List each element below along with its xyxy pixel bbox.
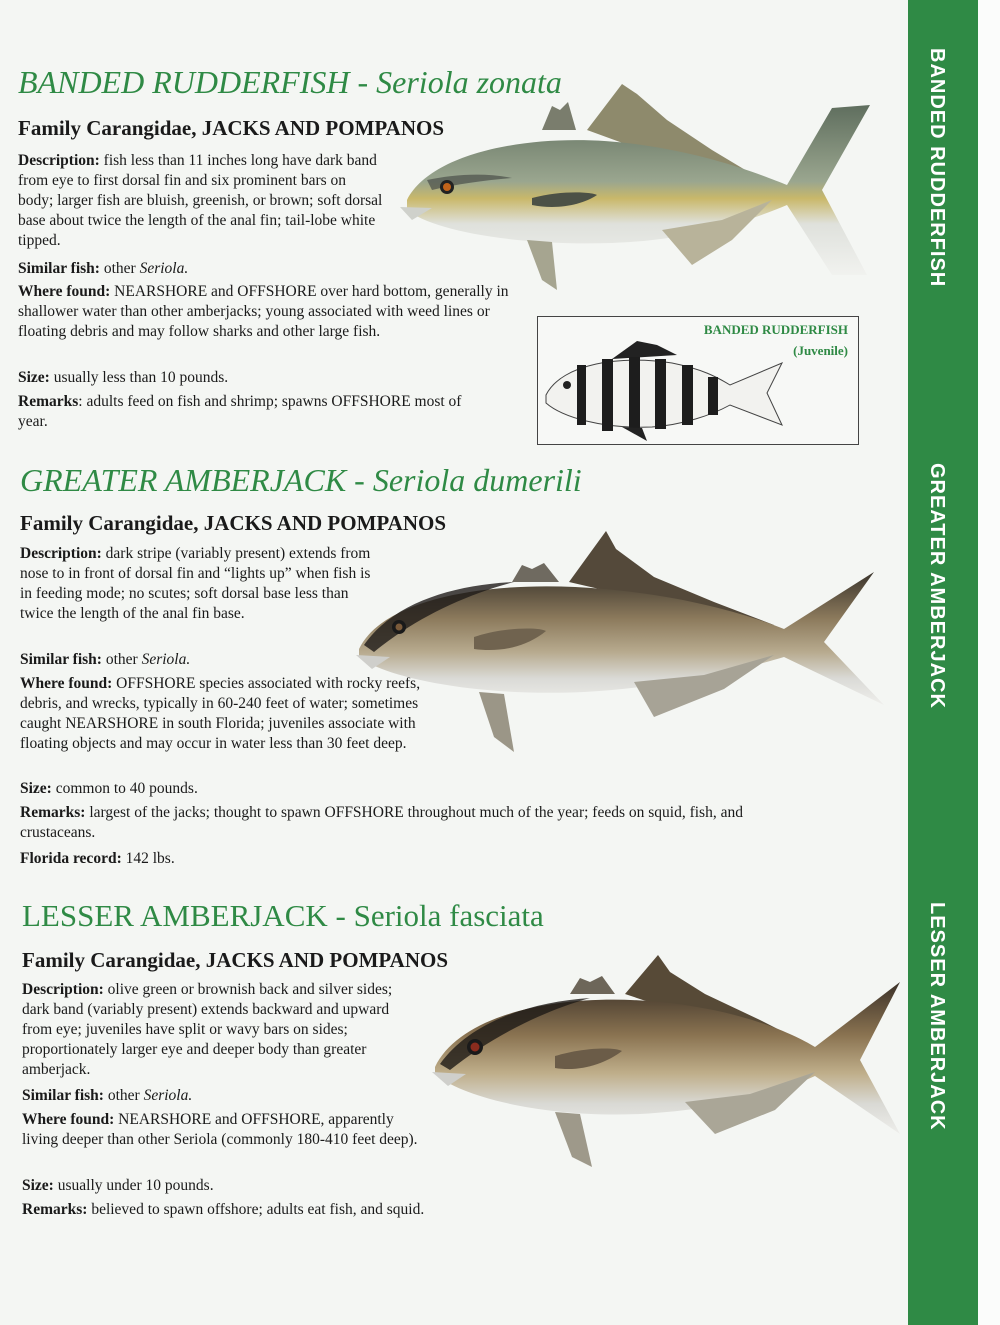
scientific-name: Seriola fasciata xyxy=(353,898,544,933)
title-separator: - xyxy=(327,898,354,933)
tab-lesser-amberjack: LESSER AMBERJACK xyxy=(926,902,948,1131)
similar-italic: Seriola. xyxy=(143,1087,193,1104)
species-title xyxy=(22,898,544,934)
record-paragraph xyxy=(20,849,420,869)
tab-greater-amberjack: GREATER AMBERJACK xyxy=(926,463,948,709)
where-text: OFFSHORE species associated with rocky reefs, debris, and wrecks, typically in 60-240 feet of water; sometimes caught NEARSHORE in south Florida; juveniles associate with floating objects and may occur in water less than 30 feet deep. xyxy=(20,675,421,752)
lesser-amberjack-illustration xyxy=(430,952,905,1172)
where-text: NEARSHORE and OFFSHORE over hard bottom, generally in shallower water than other amberjacks; young associated with weed lines or floating debris and may follow sharks and other large fish. xyxy=(18,283,509,340)
family-heading: Family Carangidae, JACKS AND POMPANOS xyxy=(20,511,447,535)
remarks-text: largest of the jacks; thought to spawn OFFSHORE throughout much of the year; feeds on squid, fish, and crustaceans. xyxy=(20,804,743,841)
description-label: Description: xyxy=(22,981,104,998)
juvenile-inset xyxy=(537,316,859,445)
description-paragraph xyxy=(18,151,383,251)
similar-paragraph xyxy=(22,1086,372,1106)
description-text: dark stripe (variably present) extends from nose to in front of dorsal fin and “lights up” when fish is in feeding mode; no scutes; soft dorsal base less than twice the length of the anal fin base. xyxy=(20,545,371,622)
juvenile-illustration xyxy=(542,333,792,443)
remarks-label: Remarks: xyxy=(20,804,86,821)
similar-label: Similar fish: xyxy=(18,260,100,277)
species-title xyxy=(20,462,582,499)
size-label: Size: xyxy=(20,780,52,797)
title-separator: - xyxy=(349,64,377,100)
description-paragraph xyxy=(22,980,402,1080)
remarks-label: Remarks: xyxy=(22,1201,88,1218)
where-paragraph xyxy=(22,1110,422,1150)
scientific-name: Seriola dumerili xyxy=(372,462,582,498)
greater-amberjack-illustration xyxy=(354,527,889,755)
remarks-text: : adults feed on fish and shrimp; spawns OFFSHORE most of year. xyxy=(18,393,462,430)
size-text: usually less than 10 pounds. xyxy=(49,369,229,386)
similar-italic: Seriola. xyxy=(141,651,191,668)
juvenile-stage: (Juvenile) xyxy=(793,343,848,358)
similar-text: other xyxy=(99,260,140,277)
size-label: Size: xyxy=(18,369,50,386)
scientific-name: Seriola zonata xyxy=(376,64,562,100)
where-label: Where found: xyxy=(22,1111,115,1128)
description-text: olive green or brownish back and silver sides; dark band (variably present) extends backward and upward from eye; juveniles have split or wavy bars on sides; proportionately larger eye and deeper body than greater amberjack. xyxy=(22,981,393,1078)
where-label: Where found: xyxy=(20,675,113,692)
similar-paragraph xyxy=(18,259,418,279)
similar-text: other xyxy=(101,651,142,668)
common-name: LESSER AMBERJACK xyxy=(22,898,328,933)
size-text: usually under 10 pounds. xyxy=(53,1177,214,1194)
tab-banded-rudderfish: BANDED RUDDERFISH xyxy=(926,48,948,288)
where-label: Where found: xyxy=(18,283,111,300)
record-label: Florida record: xyxy=(20,850,122,867)
remarks-text: believed to spawn offshore; adults eat fish, and squid. xyxy=(87,1201,425,1218)
similar-label: Similar fish: xyxy=(22,1087,104,1104)
description-paragraph xyxy=(20,544,375,624)
common-name: GREATER AMBERJACK xyxy=(20,462,347,498)
size-paragraph xyxy=(18,368,418,388)
where-text: NEARSHORE and OFFSHORE, apparently living deeper than other Seriola (commonly 180-410 feet deep). xyxy=(22,1111,418,1148)
remarks-paragraph xyxy=(18,392,468,432)
juvenile-name: BANDED RUDDERFISH xyxy=(703,322,848,337)
similar-italic: Seriola. xyxy=(139,260,189,277)
remarks-paragraph xyxy=(22,1200,542,1220)
size-text: common to 40 pounds. xyxy=(51,780,198,797)
banded-rudderfish-illustration xyxy=(392,80,882,295)
remarks-label: Remarks xyxy=(18,393,79,410)
remarks-paragraph xyxy=(20,803,810,843)
similar-paragraph xyxy=(20,650,370,670)
similar-label: Similar fish: xyxy=(20,651,102,668)
description-text: fish less than 11 inches long have dark band from eye to first dorsal fin and six prominent bars on body; larger fish are bluish, greenish, or brown; soft dorsal base about twice the length of the anal fin; tail-lobe white tipped. xyxy=(18,152,383,249)
similar-text: other xyxy=(103,1087,144,1104)
size-label: Size: xyxy=(22,1177,54,1194)
common-name: BANDED RUDDERFISH xyxy=(18,64,350,100)
size-paragraph xyxy=(20,779,420,799)
record-text: 142 lbs. xyxy=(121,850,175,867)
description-label: Description: xyxy=(20,545,102,562)
description-label: Description: xyxy=(18,152,100,169)
family-heading: Family Carangidae, JACKS AND POMPANOS xyxy=(18,116,445,140)
title-separator: - xyxy=(346,462,373,498)
family-heading: Family Carangidae, JACKS AND POMPANOS xyxy=(22,948,449,972)
size-paragraph xyxy=(22,1176,422,1196)
